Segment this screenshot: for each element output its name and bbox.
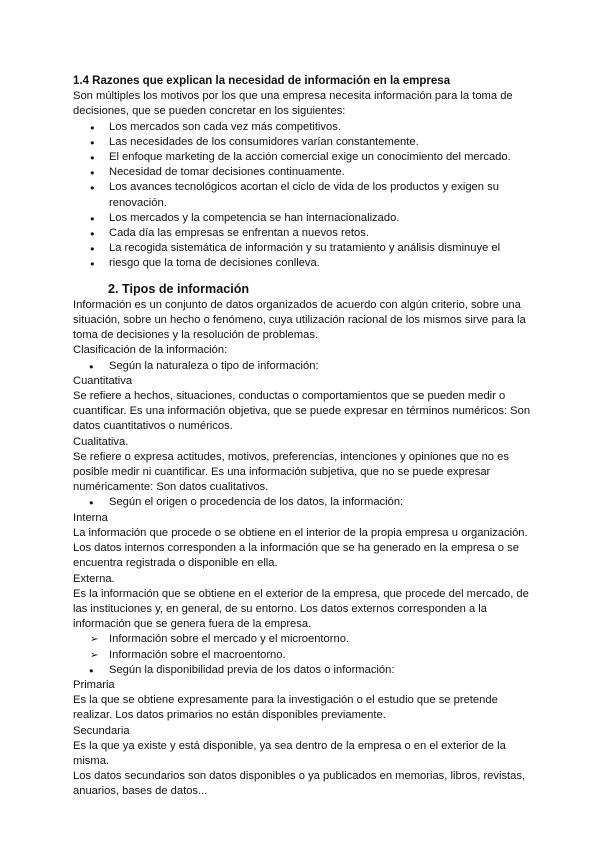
section-1-heading: 1.4 Razones que explican la necesidad de información en la empresa — [73, 75, 451, 87]
criterion-3 — [73, 663, 533, 678]
list-item: ● Los avances tecnológicos acortan el ciclo de vida de los productos y exigen su renovación. — [73, 180, 533, 210]
cualitativa-title: Cualitativa. — [73, 435, 129, 448]
secundaria-title: Secundaria — [73, 724, 130, 737]
cuantitativa-title: Cuantitativa — [73, 374, 133, 387]
secundaria-text-2: Los datos secundarios son datos disponibles o ya publicados en memorias, libros, revistas, anuarios, bases de datos... — [73, 770, 526, 798]
list-item: ● Las necesidades de los consumidores varían constantemente. — [73, 135, 533, 150]
list-item: ● Según el origen o procedencia de los datos, la información: — [73, 495, 533, 510]
externa-title: Externa. — [73, 572, 115, 585]
section-1-intro: Son múltiples los motivos por los que una empresa necesita información para la toma de decisiones, que se pueden concretar en los siguientes: — [73, 90, 513, 118]
criterion-2 — [73, 495, 533, 510]
externa-text: Es la información que se obtiene en el exterior de la empresa, que procede del mercado, de las instituciones y, en general, de su entorno. Los datos externos corresponden a la información que se genera fuera de la empresa. — [73, 587, 529, 631]
list-item: ● Los mercados son cada vez más competitivos. — [73, 120, 533, 135]
list-item: ● La recogida sistemática de información y su tratamiento y análisis disminuye el — [73, 241, 533, 256]
document-page — [73, 74, 533, 800]
reasons-list — [73, 120, 533, 272]
list-item: ● Según la disponibilidad previa de los datos o información: — [73, 663, 533, 678]
primaria-text: Es la que se obtiene expresamente para la investigación o el estudio que se pretende realizar. Los datos primarios no están disponibles previamente. — [73, 694, 498, 722]
primaria-title: Primaria — [73, 678, 115, 691]
definition-paragraph: Información es un conjunto de datos organizados de acuerdo con algún criterio, sobre una situación, sobre un hecho o fenómeno, cuya utilización racional de los mismos sirve para la toma de decisiones y la resolución de problemas. — [73, 298, 526, 342]
cualitativa-text: Se refiere o expresa actitudes, motivos, preferencias, intenciones y opiniones que no es posible medir ni cuantificar. Es una información subjetiva, que no se puede expresar numéricamente: Son datos cualitativos. — [73, 450, 509, 494]
clasificacion-label: Clasificación de la información: — [73, 344, 228, 357]
interna-text: La información que procede o se obtiene en el interior de la propia empresa u organización. Los datos internos corresponden a la información que se ha generado en la empresa o se encuentra registrada o disponible en ella. — [73, 526, 528, 570]
list-item: ● Necesidad de tomar decisiones continuamente. — [73, 165, 533, 180]
list-item: ● Los mercados y la competencia se han internacionalizado. — [73, 211, 533, 226]
interna-title: Interna — [73, 511, 108, 524]
secundaria-text: Es la que ya existe y está disponible, ya sea dentro de la empresa o en el exterior de la misma. — [73, 739, 506, 767]
list-item: ➢ Información sobre el macroentorno. — [73, 648, 533, 663]
list-item: ● Según la naturaleza o tipo de información: — [73, 359, 533, 374]
section-2-heading: 2. Tipos de información — [108, 281, 250, 296]
list-item: ➢ Información sobre el mercado y el microentorno. — [73, 632, 533, 647]
list-item: ● riesgo que la toma de decisiones conlleva. — [73, 256, 533, 271]
criterion-1 — [73, 359, 533, 374]
externa-sublist — [73, 632, 533, 662]
list-item: ● Cada día las empresas se enfrentan a nuevos retos. — [73, 226, 533, 241]
list-item: ● El enfoque marketing de la acción comercial exige un conocimiento del mercado. — [73, 150, 533, 165]
cuantitativa-text: Se refiere a hechos, situaciones, conductas o comportamientos que se pueden medir o cuantificar. Es una información objetiva, que se puede expresar en términos numéricos: Son datos cuantitativos o numéricos. — [73, 390, 531, 433]
